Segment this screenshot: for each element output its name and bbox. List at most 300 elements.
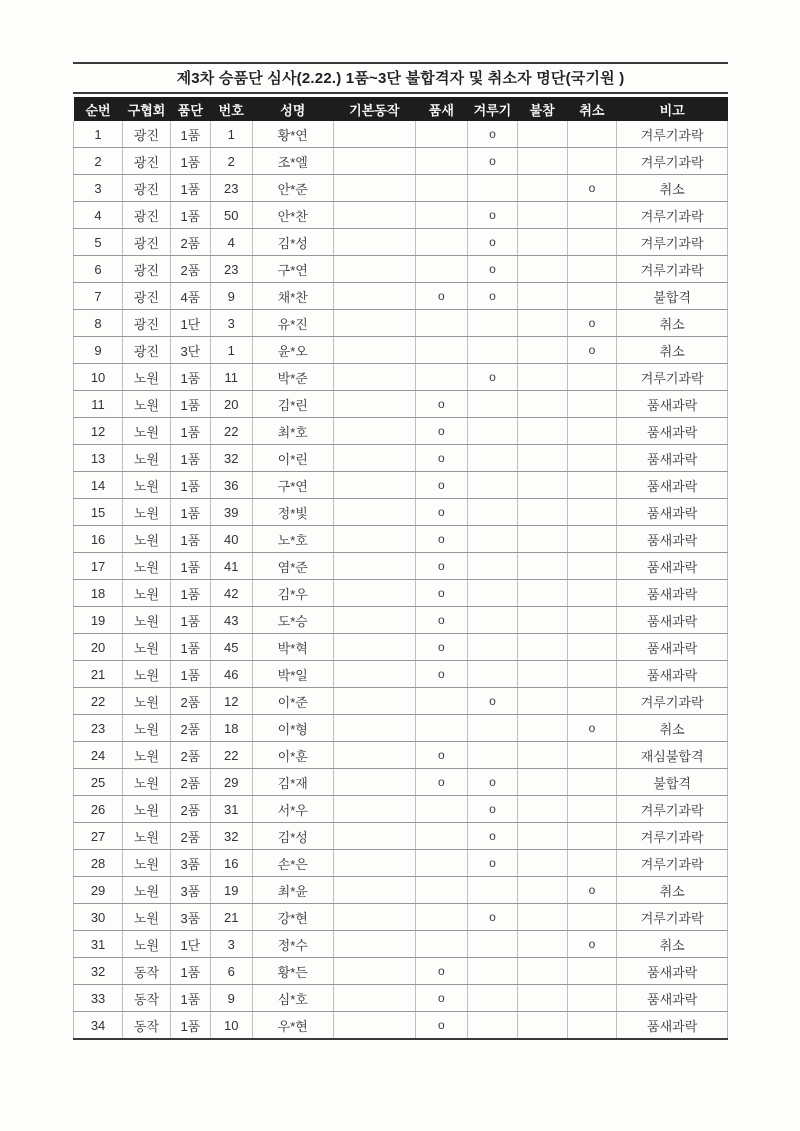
result-mark-cell: o bbox=[415, 526, 467, 553]
table-cell: 9 bbox=[210, 985, 252, 1012]
table-cell: 노원 bbox=[123, 607, 171, 634]
result-mark-cell bbox=[333, 742, 415, 769]
result-mark-cell bbox=[567, 796, 617, 823]
table-cell: 1품 bbox=[170, 148, 210, 175]
result-mark-cell bbox=[517, 1012, 567, 1040]
table-cell: 품새과락 bbox=[617, 472, 728, 499]
result-mark-cell bbox=[567, 202, 617, 229]
table-row bbox=[74, 850, 728, 877]
table-cell: 노*호 bbox=[252, 526, 333, 553]
table-cell: 김*성 bbox=[252, 823, 333, 850]
table-row bbox=[74, 904, 728, 931]
result-mark-cell bbox=[517, 742, 567, 769]
column-header: 품새 bbox=[415, 97, 467, 121]
result-mark-cell bbox=[567, 283, 617, 310]
result-mark-cell: o bbox=[415, 472, 467, 499]
result-mark-cell bbox=[567, 634, 617, 661]
table-cell: 1 bbox=[74, 121, 123, 148]
result-mark-cell bbox=[333, 175, 415, 202]
table-cell: 노원 bbox=[123, 418, 171, 445]
table-cell: 도*승 bbox=[252, 607, 333, 634]
result-mark-cell bbox=[333, 121, 415, 148]
result-mark-cell bbox=[333, 607, 415, 634]
table-row bbox=[74, 499, 728, 526]
result-mark-cell bbox=[567, 229, 617, 256]
table-cell: 광진 bbox=[123, 229, 171, 256]
table-row bbox=[74, 391, 728, 418]
result-mark-cell bbox=[517, 499, 567, 526]
table-row bbox=[74, 742, 728, 769]
result-mark-cell bbox=[517, 256, 567, 283]
table-row bbox=[74, 796, 728, 823]
result-mark-cell bbox=[567, 148, 617, 175]
table-cell: 1품 bbox=[170, 418, 210, 445]
table-cell: 27 bbox=[74, 823, 123, 850]
result-mark-cell bbox=[517, 364, 567, 391]
result-mark-cell: o bbox=[468, 769, 518, 796]
result-mark-cell: o bbox=[468, 256, 518, 283]
result-mark-cell: o bbox=[415, 580, 467, 607]
result-mark-cell: o bbox=[415, 958, 467, 985]
table-cell: 안*준 bbox=[252, 175, 333, 202]
table-cell: 동작 bbox=[123, 1012, 171, 1040]
table-cell: 14 bbox=[74, 472, 123, 499]
table-cell: 황*든 bbox=[252, 958, 333, 985]
table-cell: 23 bbox=[210, 256, 252, 283]
table-cell: 1품 bbox=[170, 202, 210, 229]
result-mark-cell bbox=[567, 742, 617, 769]
result-mark-cell: o bbox=[415, 742, 467, 769]
table-cell: 취소 bbox=[617, 931, 728, 958]
result-mark-cell bbox=[468, 715, 518, 742]
column-header: 비고 bbox=[617, 97, 728, 121]
table-cell: 품새과락 bbox=[617, 607, 728, 634]
result-mark-cell: o bbox=[468, 202, 518, 229]
table-cell: 품새과락 bbox=[617, 553, 728, 580]
result-mark-cell bbox=[567, 364, 617, 391]
result-mark-cell bbox=[567, 418, 617, 445]
table-cell: 16 bbox=[210, 850, 252, 877]
table-cell: 광진 bbox=[123, 256, 171, 283]
result-mark-cell bbox=[517, 634, 567, 661]
result-mark-cell bbox=[517, 877, 567, 904]
result-mark-cell: o bbox=[415, 985, 467, 1012]
result-mark-cell bbox=[333, 661, 415, 688]
result-mark-cell bbox=[567, 958, 617, 985]
table-cell: 김*우 bbox=[252, 580, 333, 607]
result-mark-cell bbox=[517, 418, 567, 445]
result-mark-cell bbox=[333, 823, 415, 850]
table-cell: 1품 bbox=[170, 445, 210, 472]
table-cell: 취소 bbox=[617, 715, 728, 742]
table-cell: 김*린 bbox=[252, 391, 333, 418]
table-cell: 30 bbox=[74, 904, 123, 931]
table-cell: 39 bbox=[210, 499, 252, 526]
result-mark-cell: o bbox=[468, 823, 518, 850]
table-cell: 22 bbox=[210, 418, 252, 445]
table-cell: 4품 bbox=[170, 283, 210, 310]
table-cell: 3단 bbox=[170, 337, 210, 364]
table-cell: 1품 bbox=[170, 472, 210, 499]
table-cell: 8 bbox=[74, 310, 123, 337]
table-row bbox=[74, 310, 728, 337]
table-cell: 2 bbox=[210, 148, 252, 175]
table-cell: 품새과락 bbox=[617, 445, 728, 472]
table-cell: 취소 bbox=[617, 877, 728, 904]
table-cell: 2품 bbox=[170, 796, 210, 823]
result-mark-cell bbox=[415, 229, 467, 256]
result-mark-cell bbox=[468, 553, 518, 580]
result-mark-cell bbox=[567, 526, 617, 553]
column-header: 겨루기 bbox=[468, 97, 518, 121]
table-cell: 6 bbox=[74, 256, 123, 283]
table-cell: 노원 bbox=[123, 445, 171, 472]
table-cell: 23 bbox=[210, 175, 252, 202]
table-cell: 2품 bbox=[170, 256, 210, 283]
table-cell: 노원 bbox=[123, 553, 171, 580]
result-mark-cell bbox=[517, 310, 567, 337]
table-cell: 1품 bbox=[170, 634, 210, 661]
result-mark-cell bbox=[517, 472, 567, 499]
table-row bbox=[74, 877, 728, 904]
table-cell: 김*재 bbox=[252, 769, 333, 796]
table-cell: 7 bbox=[74, 283, 123, 310]
table-cell: 1품 bbox=[170, 553, 210, 580]
table-cell: 품새과락 bbox=[617, 661, 728, 688]
table-cell: 2품 bbox=[170, 715, 210, 742]
result-mark-cell bbox=[468, 877, 518, 904]
table-cell: 5 bbox=[74, 229, 123, 256]
table-row bbox=[74, 175, 728, 202]
result-mark-cell: o bbox=[415, 283, 467, 310]
result-mark-cell: o bbox=[415, 445, 467, 472]
result-mark-cell bbox=[567, 985, 617, 1012]
table-cell: 김*성 bbox=[252, 229, 333, 256]
result-mark-cell bbox=[333, 499, 415, 526]
result-mark-cell bbox=[517, 850, 567, 877]
result-mark-cell bbox=[333, 418, 415, 445]
result-mark-cell bbox=[567, 445, 617, 472]
result-mark-cell: o bbox=[468, 850, 518, 877]
table-cell: 겨루기과락 bbox=[617, 688, 728, 715]
table-cell: 2품 bbox=[170, 742, 210, 769]
result-mark-cell bbox=[517, 931, 567, 958]
result-mark-cell bbox=[415, 823, 467, 850]
result-mark-cell bbox=[333, 715, 415, 742]
result-mark-cell bbox=[517, 283, 567, 310]
result-mark-cell bbox=[517, 823, 567, 850]
table-cell: 최*윤 bbox=[252, 877, 333, 904]
result-mark-cell bbox=[333, 256, 415, 283]
table-cell: 40 bbox=[210, 526, 252, 553]
table-cell: 1단 bbox=[170, 310, 210, 337]
result-mark-cell: o bbox=[468, 148, 518, 175]
table-cell: 품새과락 bbox=[617, 418, 728, 445]
result-mark-cell: o bbox=[567, 877, 617, 904]
result-mark-cell bbox=[517, 148, 567, 175]
table-cell: 광진 bbox=[123, 202, 171, 229]
table-cell: 1품 bbox=[170, 958, 210, 985]
result-mark-cell bbox=[468, 742, 518, 769]
result-mark-cell bbox=[517, 904, 567, 931]
table-cell: 강*현 bbox=[252, 904, 333, 931]
table-cell: 황*연 bbox=[252, 121, 333, 148]
result-mark-cell: o bbox=[567, 715, 617, 742]
table-row bbox=[74, 472, 728, 499]
table-cell: 19 bbox=[210, 877, 252, 904]
table-cell: 2품 bbox=[170, 229, 210, 256]
table-cell: 19 bbox=[74, 607, 123, 634]
table-cell: 이*린 bbox=[252, 445, 333, 472]
table-cell: 이*훈 bbox=[252, 742, 333, 769]
column-header: 순번 bbox=[74, 97, 123, 121]
result-mark-cell: o bbox=[468, 688, 518, 715]
table-cell: 46 bbox=[210, 661, 252, 688]
result-mark-cell: o bbox=[567, 931, 617, 958]
result-mark-cell bbox=[517, 553, 567, 580]
result-mark-cell bbox=[468, 661, 518, 688]
result-mark-cell bbox=[333, 310, 415, 337]
table-cell: 22 bbox=[210, 742, 252, 769]
result-mark-cell bbox=[567, 256, 617, 283]
result-mark-cell bbox=[333, 769, 415, 796]
result-mark-cell: o bbox=[468, 229, 518, 256]
table-cell: 조*엘 bbox=[252, 148, 333, 175]
result-mark-cell bbox=[333, 904, 415, 931]
result-mark-cell: o bbox=[567, 337, 617, 364]
result-mark-cell bbox=[567, 553, 617, 580]
result-mark-cell bbox=[567, 499, 617, 526]
column-header: 번호 bbox=[210, 97, 252, 121]
table-row bbox=[74, 445, 728, 472]
table-cell: 겨루기과락 bbox=[617, 229, 728, 256]
table-cell: 45 bbox=[210, 634, 252, 661]
table-cell: 12 bbox=[210, 688, 252, 715]
results-table bbox=[73, 97, 728, 1040]
table-cell: 품새과락 bbox=[617, 958, 728, 985]
table-row bbox=[74, 1012, 728, 1040]
table-cell: 취소 bbox=[617, 310, 728, 337]
table-row bbox=[74, 148, 728, 175]
result-mark-cell bbox=[567, 688, 617, 715]
result-mark-cell bbox=[517, 688, 567, 715]
result-mark-cell bbox=[567, 904, 617, 931]
table-cell: 광진 bbox=[123, 283, 171, 310]
result-mark-cell bbox=[333, 553, 415, 580]
table-cell: 정*수 bbox=[252, 931, 333, 958]
table-cell: 노원 bbox=[123, 580, 171, 607]
table-cell: 재심불합격 bbox=[617, 742, 728, 769]
table-cell: 품새과락 bbox=[617, 391, 728, 418]
result-mark-cell bbox=[517, 445, 567, 472]
column-header: 품단 bbox=[170, 97, 210, 121]
table-cell: 32 bbox=[210, 823, 252, 850]
result-mark-cell bbox=[517, 661, 567, 688]
result-mark-cell bbox=[333, 634, 415, 661]
table-cell: 26 bbox=[74, 796, 123, 823]
table-cell: 32 bbox=[74, 958, 123, 985]
table-cell: 1품 bbox=[170, 580, 210, 607]
table-cell: 12 bbox=[74, 418, 123, 445]
table-cell: 구*연 bbox=[252, 256, 333, 283]
column-header: 불참 bbox=[517, 97, 567, 121]
table-cell: 43 bbox=[210, 607, 252, 634]
table-cell: 노원 bbox=[123, 850, 171, 877]
result-mark-cell bbox=[415, 121, 467, 148]
table-cell: 2품 bbox=[170, 769, 210, 796]
table-row bbox=[74, 418, 728, 445]
result-mark-cell bbox=[517, 958, 567, 985]
table-cell: 심*호 bbox=[252, 985, 333, 1012]
table-cell: 노원 bbox=[123, 823, 171, 850]
table-cell: 이*형 bbox=[252, 715, 333, 742]
table-cell: 노원 bbox=[123, 877, 171, 904]
table-cell: 15 bbox=[74, 499, 123, 526]
table-cell: 29 bbox=[210, 769, 252, 796]
table-row bbox=[74, 364, 728, 391]
result-mark-cell bbox=[415, 310, 467, 337]
table-cell: 11 bbox=[210, 364, 252, 391]
table-cell: 겨루기과락 bbox=[617, 904, 728, 931]
result-mark-cell bbox=[517, 202, 567, 229]
table-row bbox=[74, 715, 728, 742]
table-cell: 31 bbox=[74, 931, 123, 958]
result-mark-cell: o bbox=[415, 553, 467, 580]
table-row bbox=[74, 256, 728, 283]
table-cell: 불합격 bbox=[617, 769, 728, 796]
table-cell: 노원 bbox=[123, 904, 171, 931]
result-mark-cell: o bbox=[468, 904, 518, 931]
column-header: 기본동작 bbox=[333, 97, 415, 121]
table-row bbox=[74, 931, 728, 958]
table-cell: 9 bbox=[210, 283, 252, 310]
table-cell: 3품 bbox=[170, 850, 210, 877]
table-cell: 3품 bbox=[170, 904, 210, 931]
table-cell: 1품 bbox=[170, 121, 210, 148]
column-header: 취소 bbox=[567, 97, 617, 121]
result-mark-cell bbox=[468, 337, 518, 364]
table-cell: 1품 bbox=[170, 499, 210, 526]
table-cell: 서*우 bbox=[252, 796, 333, 823]
table-cell: 2 bbox=[74, 148, 123, 175]
table-row bbox=[74, 958, 728, 985]
table-cell: 겨루기과락 bbox=[617, 148, 728, 175]
result-mark-cell bbox=[333, 688, 415, 715]
table-cell: 3품 bbox=[170, 877, 210, 904]
table-cell: 1품 bbox=[170, 175, 210, 202]
result-mark-cell bbox=[333, 202, 415, 229]
table-cell: 염*준 bbox=[252, 553, 333, 580]
result-mark-cell bbox=[333, 472, 415, 499]
table-cell: 손*은 bbox=[252, 850, 333, 877]
table-cell: 광진 bbox=[123, 148, 171, 175]
table-cell: 20 bbox=[210, 391, 252, 418]
result-mark-cell bbox=[415, 148, 467, 175]
result-mark-cell bbox=[468, 499, 518, 526]
table-cell: 노원 bbox=[123, 796, 171, 823]
result-mark-cell bbox=[468, 310, 518, 337]
table-row bbox=[74, 580, 728, 607]
result-mark-cell bbox=[567, 607, 617, 634]
table-cell: 9 bbox=[74, 337, 123, 364]
result-mark-cell bbox=[468, 472, 518, 499]
table-cell: 11 bbox=[74, 391, 123, 418]
table-cell: 광진 bbox=[123, 310, 171, 337]
result-mark-cell bbox=[517, 229, 567, 256]
table-cell: 노원 bbox=[123, 661, 171, 688]
result-mark-cell: o bbox=[468, 121, 518, 148]
table-cell: 겨루기과락 bbox=[617, 796, 728, 823]
result-mark-cell bbox=[415, 715, 467, 742]
result-mark-cell bbox=[517, 526, 567, 553]
table-cell: 겨루기과락 bbox=[617, 364, 728, 391]
table-cell: 품새과락 bbox=[617, 1012, 728, 1040]
table-cell: 1 bbox=[210, 121, 252, 148]
table-cell: 이*준 bbox=[252, 688, 333, 715]
table-cell: 노원 bbox=[123, 499, 171, 526]
table-cell: 동작 bbox=[123, 958, 171, 985]
table-cell: 윤*오 bbox=[252, 337, 333, 364]
title-block bbox=[73, 62, 728, 94]
result-mark-cell bbox=[333, 1012, 415, 1040]
result-mark-cell: o bbox=[415, 661, 467, 688]
table-row bbox=[74, 202, 728, 229]
result-mark-cell bbox=[567, 391, 617, 418]
result-mark-cell bbox=[333, 337, 415, 364]
table-row bbox=[74, 526, 728, 553]
table-row bbox=[74, 985, 728, 1012]
table-row bbox=[74, 607, 728, 634]
table-cell: 1단 bbox=[170, 931, 210, 958]
table-cell: 22 bbox=[74, 688, 123, 715]
result-mark-cell bbox=[517, 175, 567, 202]
result-mark-cell bbox=[517, 796, 567, 823]
result-mark-cell: o bbox=[415, 634, 467, 661]
table-cell: 광진 bbox=[123, 175, 171, 202]
table-cell: 겨루기과락 bbox=[617, 121, 728, 148]
result-mark-cell bbox=[333, 931, 415, 958]
table-cell: 노원 bbox=[123, 364, 171, 391]
table-cell: 겨루기과락 bbox=[617, 823, 728, 850]
result-mark-cell bbox=[333, 850, 415, 877]
result-mark-cell bbox=[333, 229, 415, 256]
table-cell: 광진 bbox=[123, 121, 171, 148]
table-cell: 1품 bbox=[170, 364, 210, 391]
result-mark-cell bbox=[468, 931, 518, 958]
result-mark-cell bbox=[517, 607, 567, 634]
result-mark-cell bbox=[468, 580, 518, 607]
result-mark-cell bbox=[517, 985, 567, 1012]
table-cell: 36 bbox=[210, 472, 252, 499]
result-mark-cell bbox=[517, 391, 567, 418]
table-cell: 노원 bbox=[123, 742, 171, 769]
table-row bbox=[74, 688, 728, 715]
table-row bbox=[74, 661, 728, 688]
result-mark-cell bbox=[517, 769, 567, 796]
result-mark-cell bbox=[415, 931, 467, 958]
table-cell: 1품 bbox=[170, 985, 210, 1012]
result-mark-cell bbox=[567, 850, 617, 877]
result-mark-cell bbox=[468, 607, 518, 634]
result-mark-cell bbox=[567, 472, 617, 499]
table-header-row bbox=[74, 97, 728, 121]
table-cell: 17 bbox=[74, 553, 123, 580]
table-body bbox=[74, 121, 728, 1039]
table-cell: 3 bbox=[74, 175, 123, 202]
table-cell: 박*혁 bbox=[252, 634, 333, 661]
result-mark-cell bbox=[415, 688, 467, 715]
document-title: 제3차 승품단 심사(2.22.) 1품~3단 불합격자 및 취소자 명단(국기원 ) bbox=[176, 70, 625, 87]
